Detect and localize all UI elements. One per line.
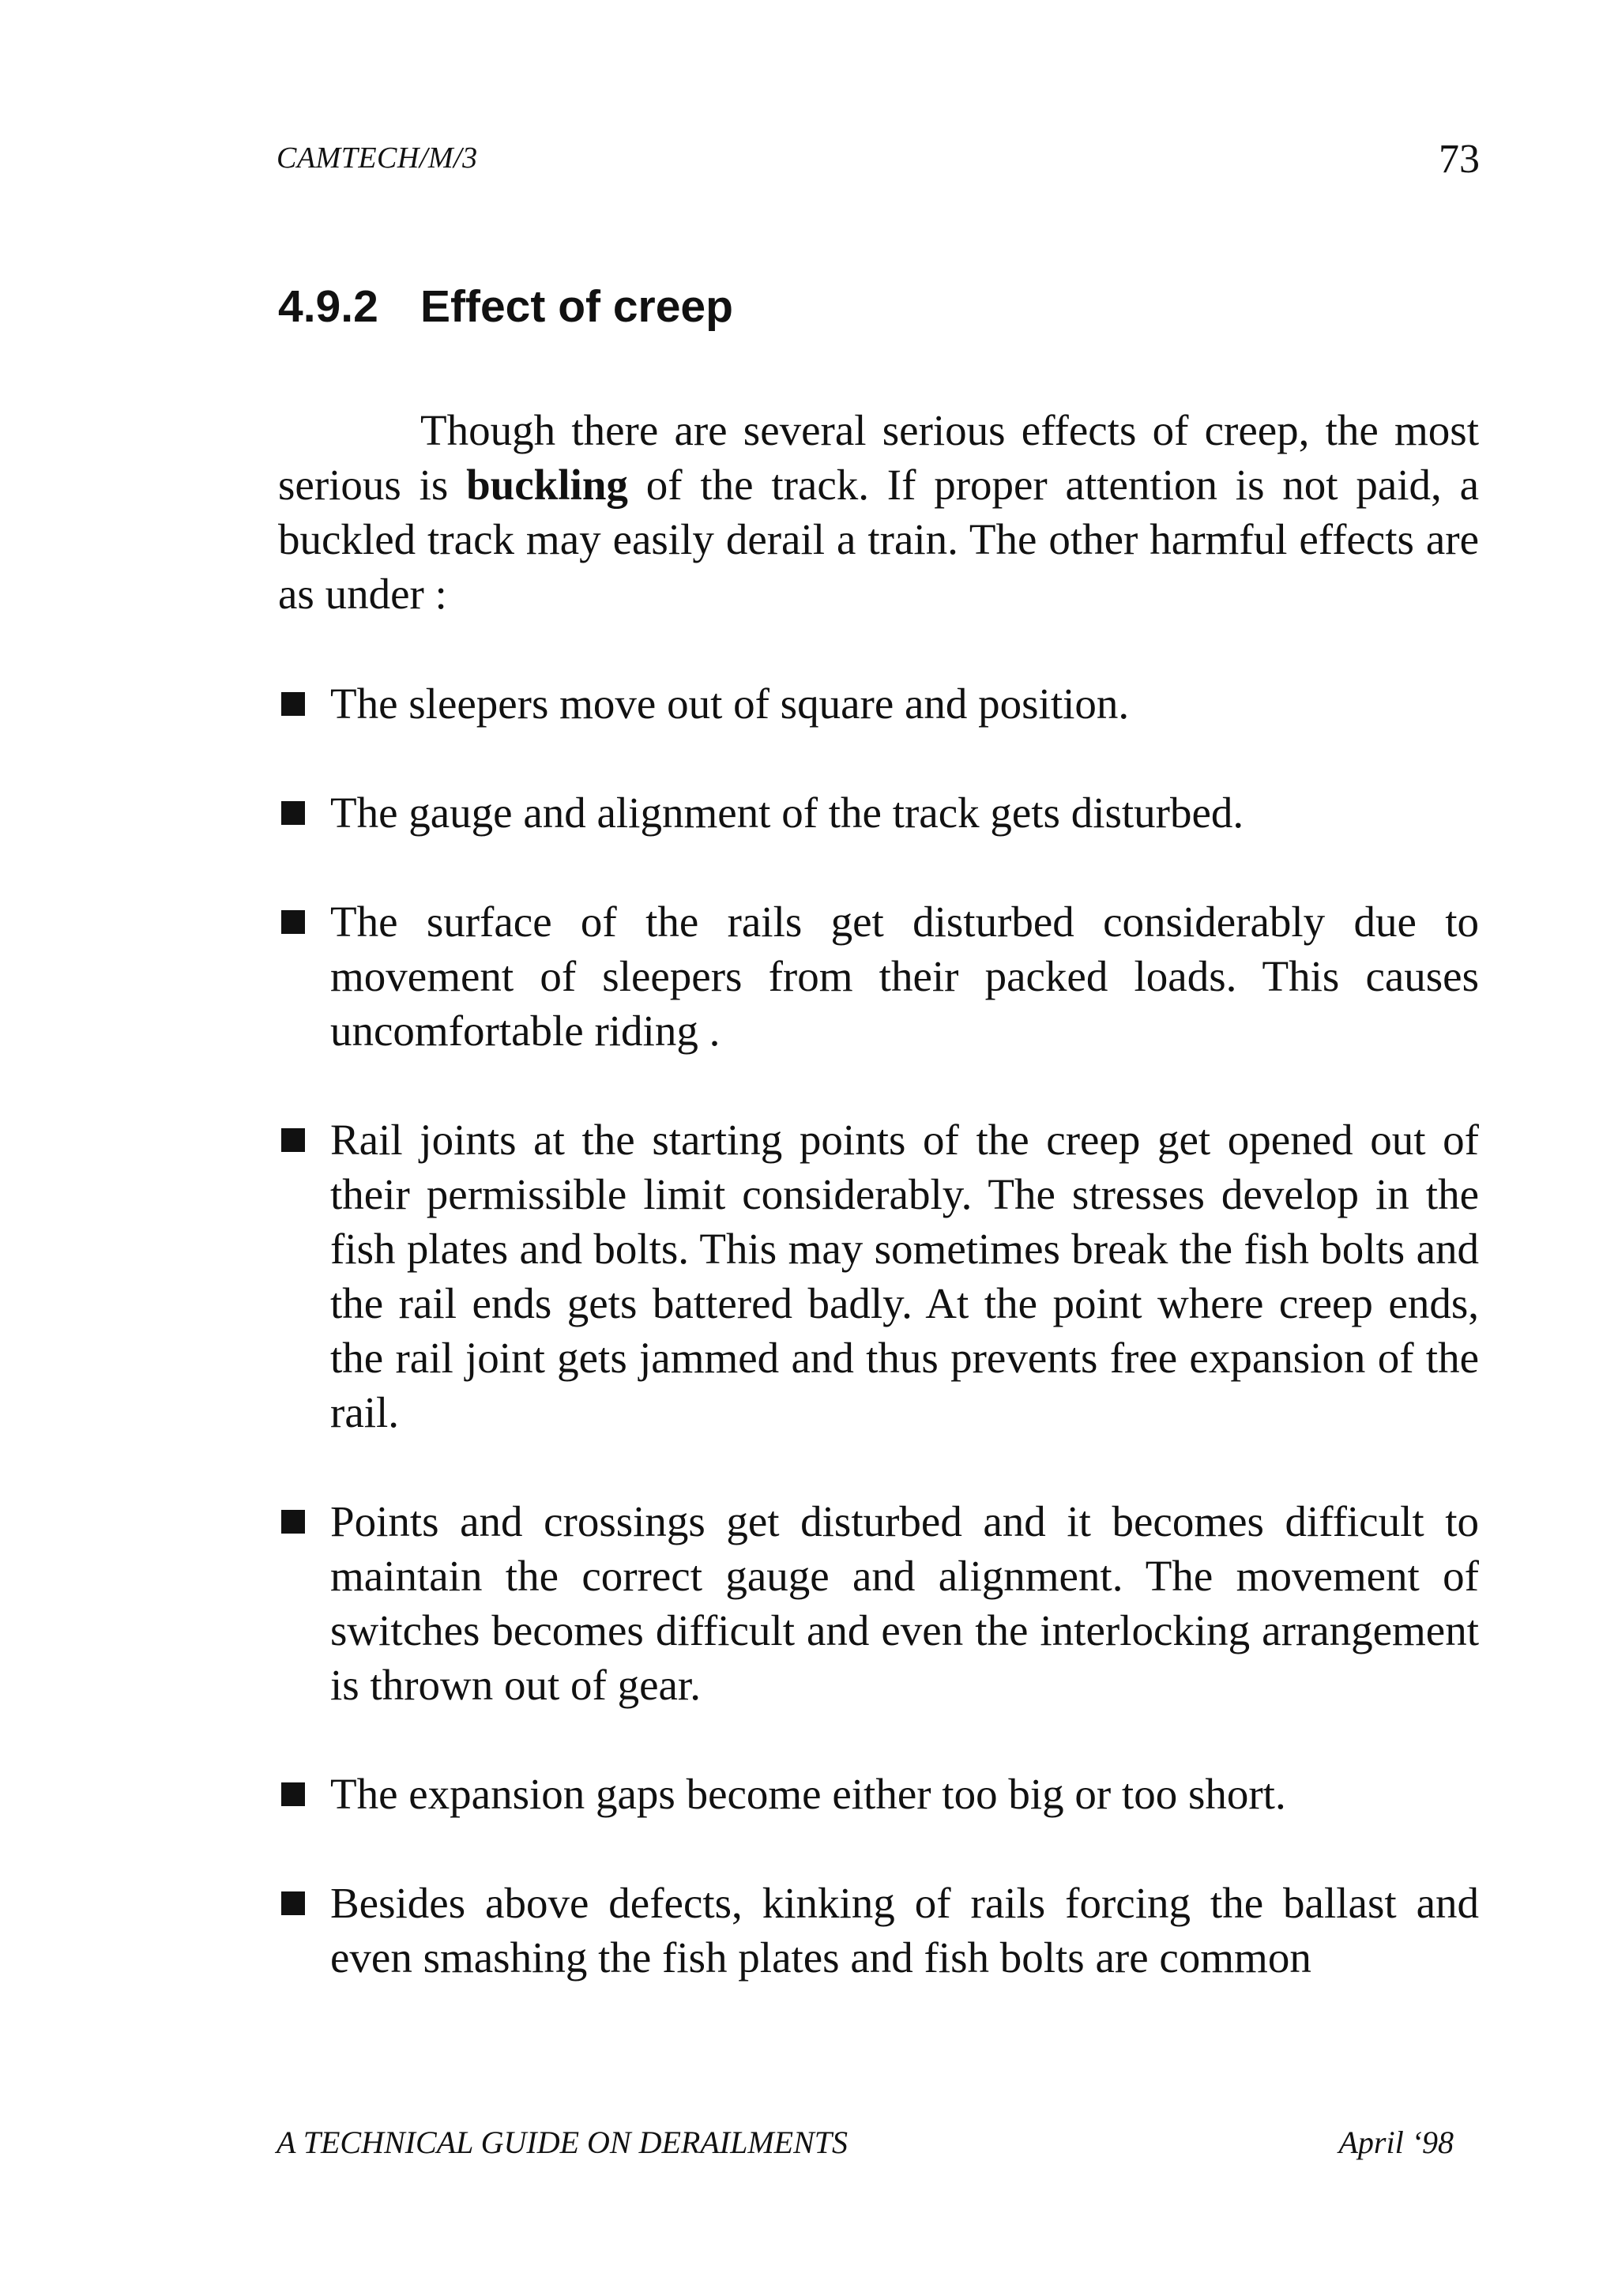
square-bullet-icon xyxy=(281,1128,305,1152)
list-item xyxy=(278,1767,1479,1821)
list-item-text: Rail joints at the starting points of the creep get opened out of their permissible limit considerably. The stresses develop in the fish plates and bolts. This may sometimes break the fish bolts and the rail ends gets battered badly. At the point where creep ends, the rail joint gets jammed and thus prevents free expansion of the rail. xyxy=(330,1116,1479,1436)
list-item-text: Points and crossings get disturbed and it becomes difficult to maintain the correct gauge and alignment. The movement of switches becomes difficult and even the interlocking arrangement is thrown out of gear. xyxy=(330,1497,1479,1709)
document-code: CAMTECH/M/3 xyxy=(277,141,478,175)
square-bullet-icon xyxy=(281,1510,305,1534)
list-item xyxy=(278,785,1479,840)
list-item-text: The gauge and alignment of the track gets disturbed. xyxy=(330,789,1244,837)
page-body xyxy=(278,403,1479,1985)
intro-text-start: Though there are several serious effects of creep, the most serious is xyxy=(278,406,1479,509)
list-item-text: The sleepers move out of square and position. xyxy=(330,679,1130,728)
page-number: 73 xyxy=(1439,137,1480,182)
square-bullet-icon xyxy=(281,1782,305,1806)
list-item xyxy=(278,676,1479,731)
list-item-text: Besides above defects, kinking of rails forcing the ballast and even smashing the fish plates and fish bolts are common xyxy=(330,1879,1479,1982)
square-bullet-icon xyxy=(281,1891,305,1915)
list-item xyxy=(278,1876,1479,1985)
section-heading xyxy=(278,280,733,333)
intro-text-end: of the track. If proper attention is not paid, a buckled track may easily derail a train. The other harmful effects are as under : xyxy=(278,461,1479,618)
square-bullet-icon xyxy=(281,801,305,825)
list-item xyxy=(278,894,1479,1058)
footer-title: A TECHNICAL GUIDE ON DERAILMENTS xyxy=(277,2125,849,2160)
list-item-text: The surface of the rails get disturbed considerably due to movement of sleepers from their packed loads. This causes uncomfortable riding . xyxy=(330,898,1479,1055)
list-item-text: The expansion gaps become either too big or too short. xyxy=(330,1770,1286,1818)
section-title: Effect of creep xyxy=(420,281,733,332)
list-item xyxy=(278,1494,1479,1712)
effects-list xyxy=(278,676,1479,1985)
square-bullet-icon xyxy=(281,910,305,934)
square-bullet-icon xyxy=(281,692,305,716)
footer-date: April ‘98 xyxy=(1338,2125,1454,2160)
intro-bold-term: buckling xyxy=(466,461,628,509)
list-item xyxy=(278,1112,1479,1440)
section-number: 4.9.2 xyxy=(278,281,378,332)
intro-paragraph xyxy=(278,403,1479,621)
